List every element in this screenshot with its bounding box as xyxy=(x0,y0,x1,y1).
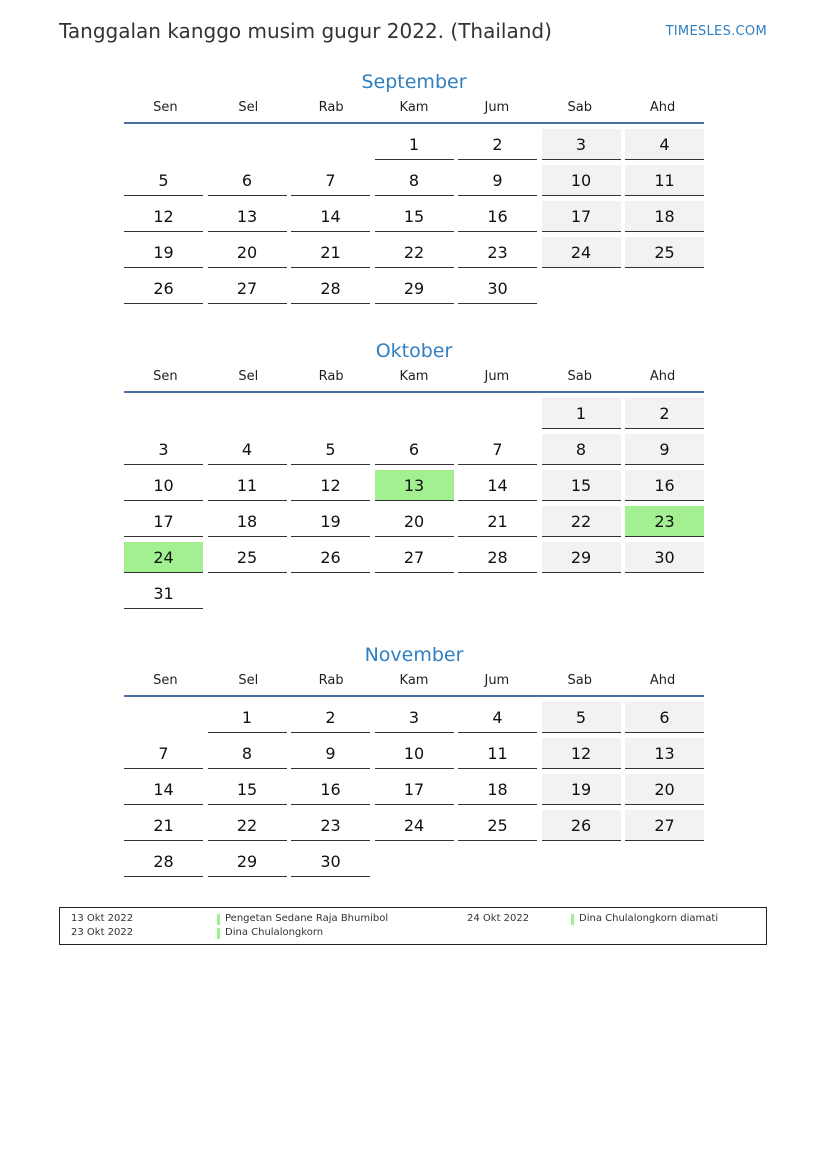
weekday-label: Sab xyxy=(567,100,592,115)
day-cell[interactable]: 28 xyxy=(458,542,537,573)
weekday-label: Sel xyxy=(238,100,259,115)
day-cell[interactable]: 27 xyxy=(625,810,704,841)
weekday-label: Kam xyxy=(399,369,429,384)
empty-cell xyxy=(291,129,370,160)
day-cell[interactable]: 19 xyxy=(542,774,621,805)
weekday-label: Rab xyxy=(318,369,344,384)
legend-holiday-name: Dina Chulalongkorn xyxy=(225,927,324,938)
day-cell[interactable]: 30 xyxy=(458,273,537,304)
weekday-label: Kam xyxy=(399,100,429,115)
day-cell[interactable]: 27 xyxy=(375,542,454,573)
day-cell[interactable]: 18 xyxy=(625,201,704,232)
weekday-label: Sen xyxy=(153,673,178,688)
day-cell[interactable]: 5 xyxy=(124,165,203,196)
day-cell[interactable]: 6 xyxy=(208,165,287,196)
day-cell[interactable]: 21 xyxy=(124,810,203,841)
day-cell[interactable]: 25 xyxy=(625,237,704,268)
day-cell[interactable]: 12 xyxy=(291,470,370,501)
empty-cell xyxy=(291,398,370,429)
day-cell[interactable]: 7 xyxy=(458,434,537,465)
day-cell[interactable]: 27 xyxy=(208,273,287,304)
day-cell[interactable]: 15 xyxy=(542,470,621,501)
day-cell[interactable]: 16 xyxy=(625,470,704,501)
day-cell[interactable]: 26 xyxy=(291,542,370,573)
legend-date: 23 Okt 2022 xyxy=(71,927,134,938)
day-cell[interactable]: 16 xyxy=(291,774,370,805)
day-cell[interactable]: 1 xyxy=(375,129,454,160)
day-cell[interactable]: 16 xyxy=(458,201,537,232)
day-cell[interactable]: 17 xyxy=(542,201,621,232)
holiday-legend xyxy=(59,907,767,945)
day-cell[interactable]: 6 xyxy=(625,702,704,733)
day-cell[interactable]: 14 xyxy=(458,470,537,501)
weekday-header xyxy=(124,96,704,124)
legend-date: 24 Okt 2022 xyxy=(467,913,530,924)
day-cell[interactable]: 24 xyxy=(375,810,454,841)
empty-cell xyxy=(124,129,203,160)
weekday-label: Sen xyxy=(153,100,178,115)
weekday-label: Jum xyxy=(484,673,510,688)
weekday-header xyxy=(124,669,704,697)
day-cell[interactable]: 19 xyxy=(124,237,203,268)
day-cell[interactable]: 2 xyxy=(458,129,537,160)
empty-cell xyxy=(124,398,203,429)
day-grid xyxy=(124,702,704,882)
day-cell[interactable]: 30 xyxy=(291,846,370,877)
day-cell[interactable]: 19 xyxy=(291,506,370,537)
empty-cell xyxy=(208,398,287,429)
day-cell[interactable]: 26 xyxy=(542,810,621,841)
month-september xyxy=(124,68,704,309)
legend-date: 13 Okt 2022 xyxy=(71,913,134,924)
page-title: Tanggalan kanggo musim gugur 2022. (Thailand) xyxy=(59,19,552,43)
day-cell[interactable]: 29 xyxy=(542,542,621,573)
day-cell[interactable]: 4 xyxy=(458,702,537,733)
day-cell[interactable]: 22 xyxy=(208,810,287,841)
day-cell[interactable]: 25 xyxy=(458,810,537,841)
day-cell[interactable]: 1 xyxy=(208,702,287,733)
weekday-label: Rab xyxy=(318,100,344,115)
day-cell[interactable]: 21 xyxy=(291,237,370,268)
day-cell[interactable]: 4 xyxy=(625,129,704,160)
day-cell[interactable]: 3 xyxy=(542,129,621,160)
day-cell[interactable]: 26 xyxy=(124,273,203,304)
weekday-label: Ahd xyxy=(649,673,676,688)
day-cell[interactable]: 14 xyxy=(124,774,203,805)
day-cell[interactable]: 21 xyxy=(458,506,537,537)
weekday-label: Sab xyxy=(567,369,592,384)
month-title: Oktober xyxy=(375,340,453,362)
holiday-marker xyxy=(217,928,220,939)
holiday-day-cell[interactable]: 13 xyxy=(375,470,454,501)
day-cell[interactable]: 31 xyxy=(124,578,203,609)
day-cell[interactable]: 23 xyxy=(291,810,370,841)
day-cell[interactable]: 23 xyxy=(458,237,537,268)
weekday-label: Sab xyxy=(567,673,592,688)
weekday-label: Rab xyxy=(318,673,344,688)
day-cell[interactable]: 3 xyxy=(124,434,203,465)
day-cell[interactable]: 24 xyxy=(542,237,621,268)
day-cell[interactable]: 29 xyxy=(375,273,454,304)
day-cell[interactable]: 6 xyxy=(375,434,454,465)
day-cell[interactable]: 9 xyxy=(458,165,537,196)
legend-holiday-name: Pengetan Sedane Raja Bhumibol xyxy=(225,913,389,924)
day-cell[interactable]: 1 xyxy=(542,398,621,429)
empty-cell xyxy=(124,702,203,733)
day-cell[interactable]: 12 xyxy=(124,201,203,232)
day-cell[interactable]: 4 xyxy=(208,434,287,465)
day-cell[interactable]: 17 xyxy=(375,774,454,805)
day-cell[interactable]: 20 xyxy=(375,506,454,537)
holiday-marker xyxy=(217,914,220,925)
day-cell[interactable]: 8 xyxy=(208,738,287,769)
weekday-label: Jum xyxy=(484,100,510,115)
day-cell[interactable]: 15 xyxy=(208,774,287,805)
weekday-label: Ahd xyxy=(649,100,676,115)
day-cell[interactable]: 20 xyxy=(625,774,704,805)
day-cell[interactable]: 12 xyxy=(542,738,621,769)
day-grid xyxy=(124,129,704,309)
day-cell[interactable]: 15 xyxy=(375,201,454,232)
day-cell[interactable]: 2 xyxy=(291,702,370,733)
day-grid xyxy=(124,398,704,614)
day-cell[interactable]: 22 xyxy=(375,237,454,268)
day-cell[interactable]: 17 xyxy=(124,506,203,537)
day-cell[interactable]: 13 xyxy=(625,738,704,769)
day-cell[interactable]: 2 xyxy=(625,398,704,429)
day-cell[interactable]: 8 xyxy=(375,165,454,196)
day-cell[interactable]: 9 xyxy=(625,434,704,465)
empty-cell xyxy=(375,398,454,429)
brand-logo[interactable]: TIMESLES.COM xyxy=(665,24,767,39)
legend-holiday-name: Dina Chulalongkorn diamati xyxy=(579,913,719,924)
holiday-day-cell[interactable]: 23 xyxy=(625,506,704,537)
weekday-label: Sen xyxy=(153,369,178,384)
day-cell[interactable]: 20 xyxy=(208,237,287,268)
weekday-label: Sel xyxy=(238,369,259,384)
empty-cell xyxy=(208,129,287,160)
day-cell[interactable]: 29 xyxy=(208,846,287,877)
day-cell[interactable]: 10 xyxy=(124,470,203,501)
day-cell[interactable]: 5 xyxy=(542,702,621,733)
weekday-label: Sel xyxy=(238,673,259,688)
day-cell[interactable]: 5 xyxy=(291,434,370,465)
weekday-label: Ahd xyxy=(649,369,676,384)
weekday-header xyxy=(124,365,704,393)
day-cell[interactable]: 18 xyxy=(458,774,537,805)
day-cell[interactable]: 14 xyxy=(291,201,370,232)
month-title: September xyxy=(361,71,467,93)
weekday-label: Jum xyxy=(484,369,510,384)
month-oktober xyxy=(124,337,704,614)
day-cell[interactable]: 7 xyxy=(291,165,370,196)
day-cell[interactable]: 18 xyxy=(208,506,287,537)
weekday-label: Kam xyxy=(399,673,429,688)
day-cell[interactable]: 30 xyxy=(625,542,704,573)
empty-cell xyxy=(458,398,537,429)
day-cell[interactable]: 22 xyxy=(542,506,621,537)
month-title: November xyxy=(364,644,464,666)
day-cell[interactable]: 10 xyxy=(542,165,621,196)
day-cell[interactable]: 7 xyxy=(124,738,203,769)
day-cell[interactable]: 28 xyxy=(291,273,370,304)
day-cell[interactable]: 11 xyxy=(625,165,704,196)
day-cell[interactable]: 8 xyxy=(542,434,621,465)
holiday-day-cell[interactable]: 24 xyxy=(124,542,203,573)
holiday-marker xyxy=(571,914,574,925)
day-cell[interactable]: 11 xyxy=(458,738,537,769)
day-cell[interactable]: 3 xyxy=(375,702,454,733)
day-cell[interactable]: 10 xyxy=(375,738,454,769)
day-cell[interactable]: 11 xyxy=(208,470,287,501)
day-cell[interactable]: 25 xyxy=(208,542,287,573)
month-november xyxy=(124,641,704,882)
day-cell[interactable]: 13 xyxy=(208,201,287,232)
day-cell[interactable]: 28 xyxy=(124,846,203,877)
day-cell[interactable]: 9 xyxy=(291,738,370,769)
